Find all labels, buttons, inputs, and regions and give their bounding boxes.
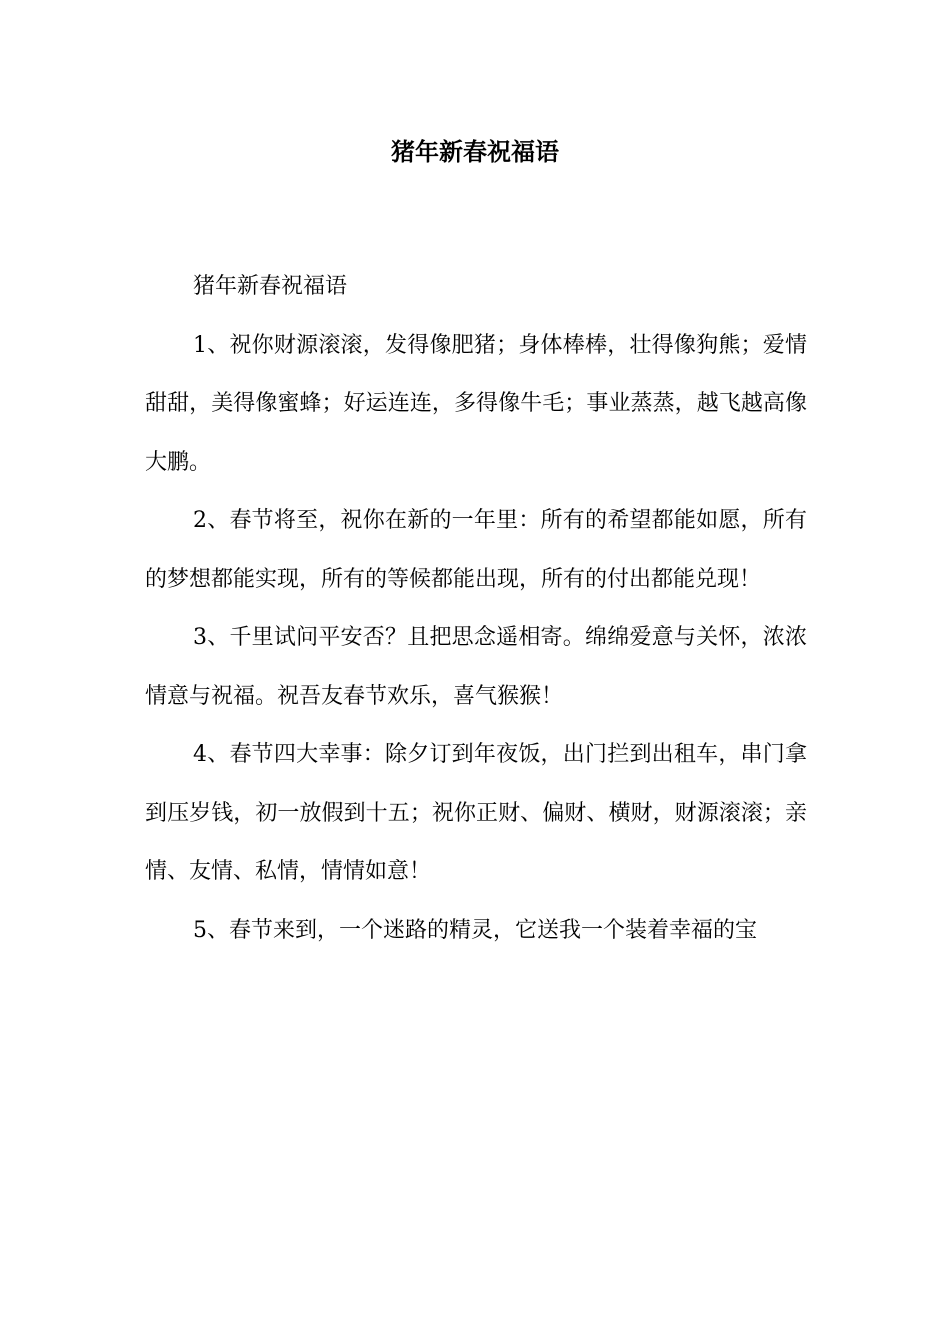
- paragraph-1: 1、祝你财源滚滚，发得像肥猪；身体棒棒，壮得像狗熊；爱情甜甜，美得像蜜蜂；好运连连，多得像牛毛；事业蒸蒸，越飞越高像大鹏。: [145, 332, 807, 475]
- paragraph-3: 3、千里试问平安否？且把思念遥相寄。绵绵爱意与关怀，浓浓情意与祝福。祝吾友春节欢乐，喜气猴猴！: [145, 625, 807, 709]
- paragraph-5: 5、春节来到，一个迷路的精灵，它送我一个装着幸福的宝: [193, 917, 757, 943]
- document-title: 猪年新春祝福语: [391, 137, 559, 166]
- paragraph-heading: 猪年新春祝福语: [193, 274, 348, 299]
- paragraph-4: 4、春节四大幸事：除夕订到年夜饭，出门拦到出租车，串门拿到压岁钱，初一放假到十五；祝你正财、偏财、横财，财源滚滚；亲情、友情、私情，情情如意！: [145, 742, 807, 884]
- document-body: [145, 258, 807, 960]
- paragraph-2: 2、春节将至，祝你在新的一年里：所有的希望都能如愿，所有的梦想都能实现，所有的等候都能出现，所有的付出都能兑现！: [145, 508, 807, 592]
